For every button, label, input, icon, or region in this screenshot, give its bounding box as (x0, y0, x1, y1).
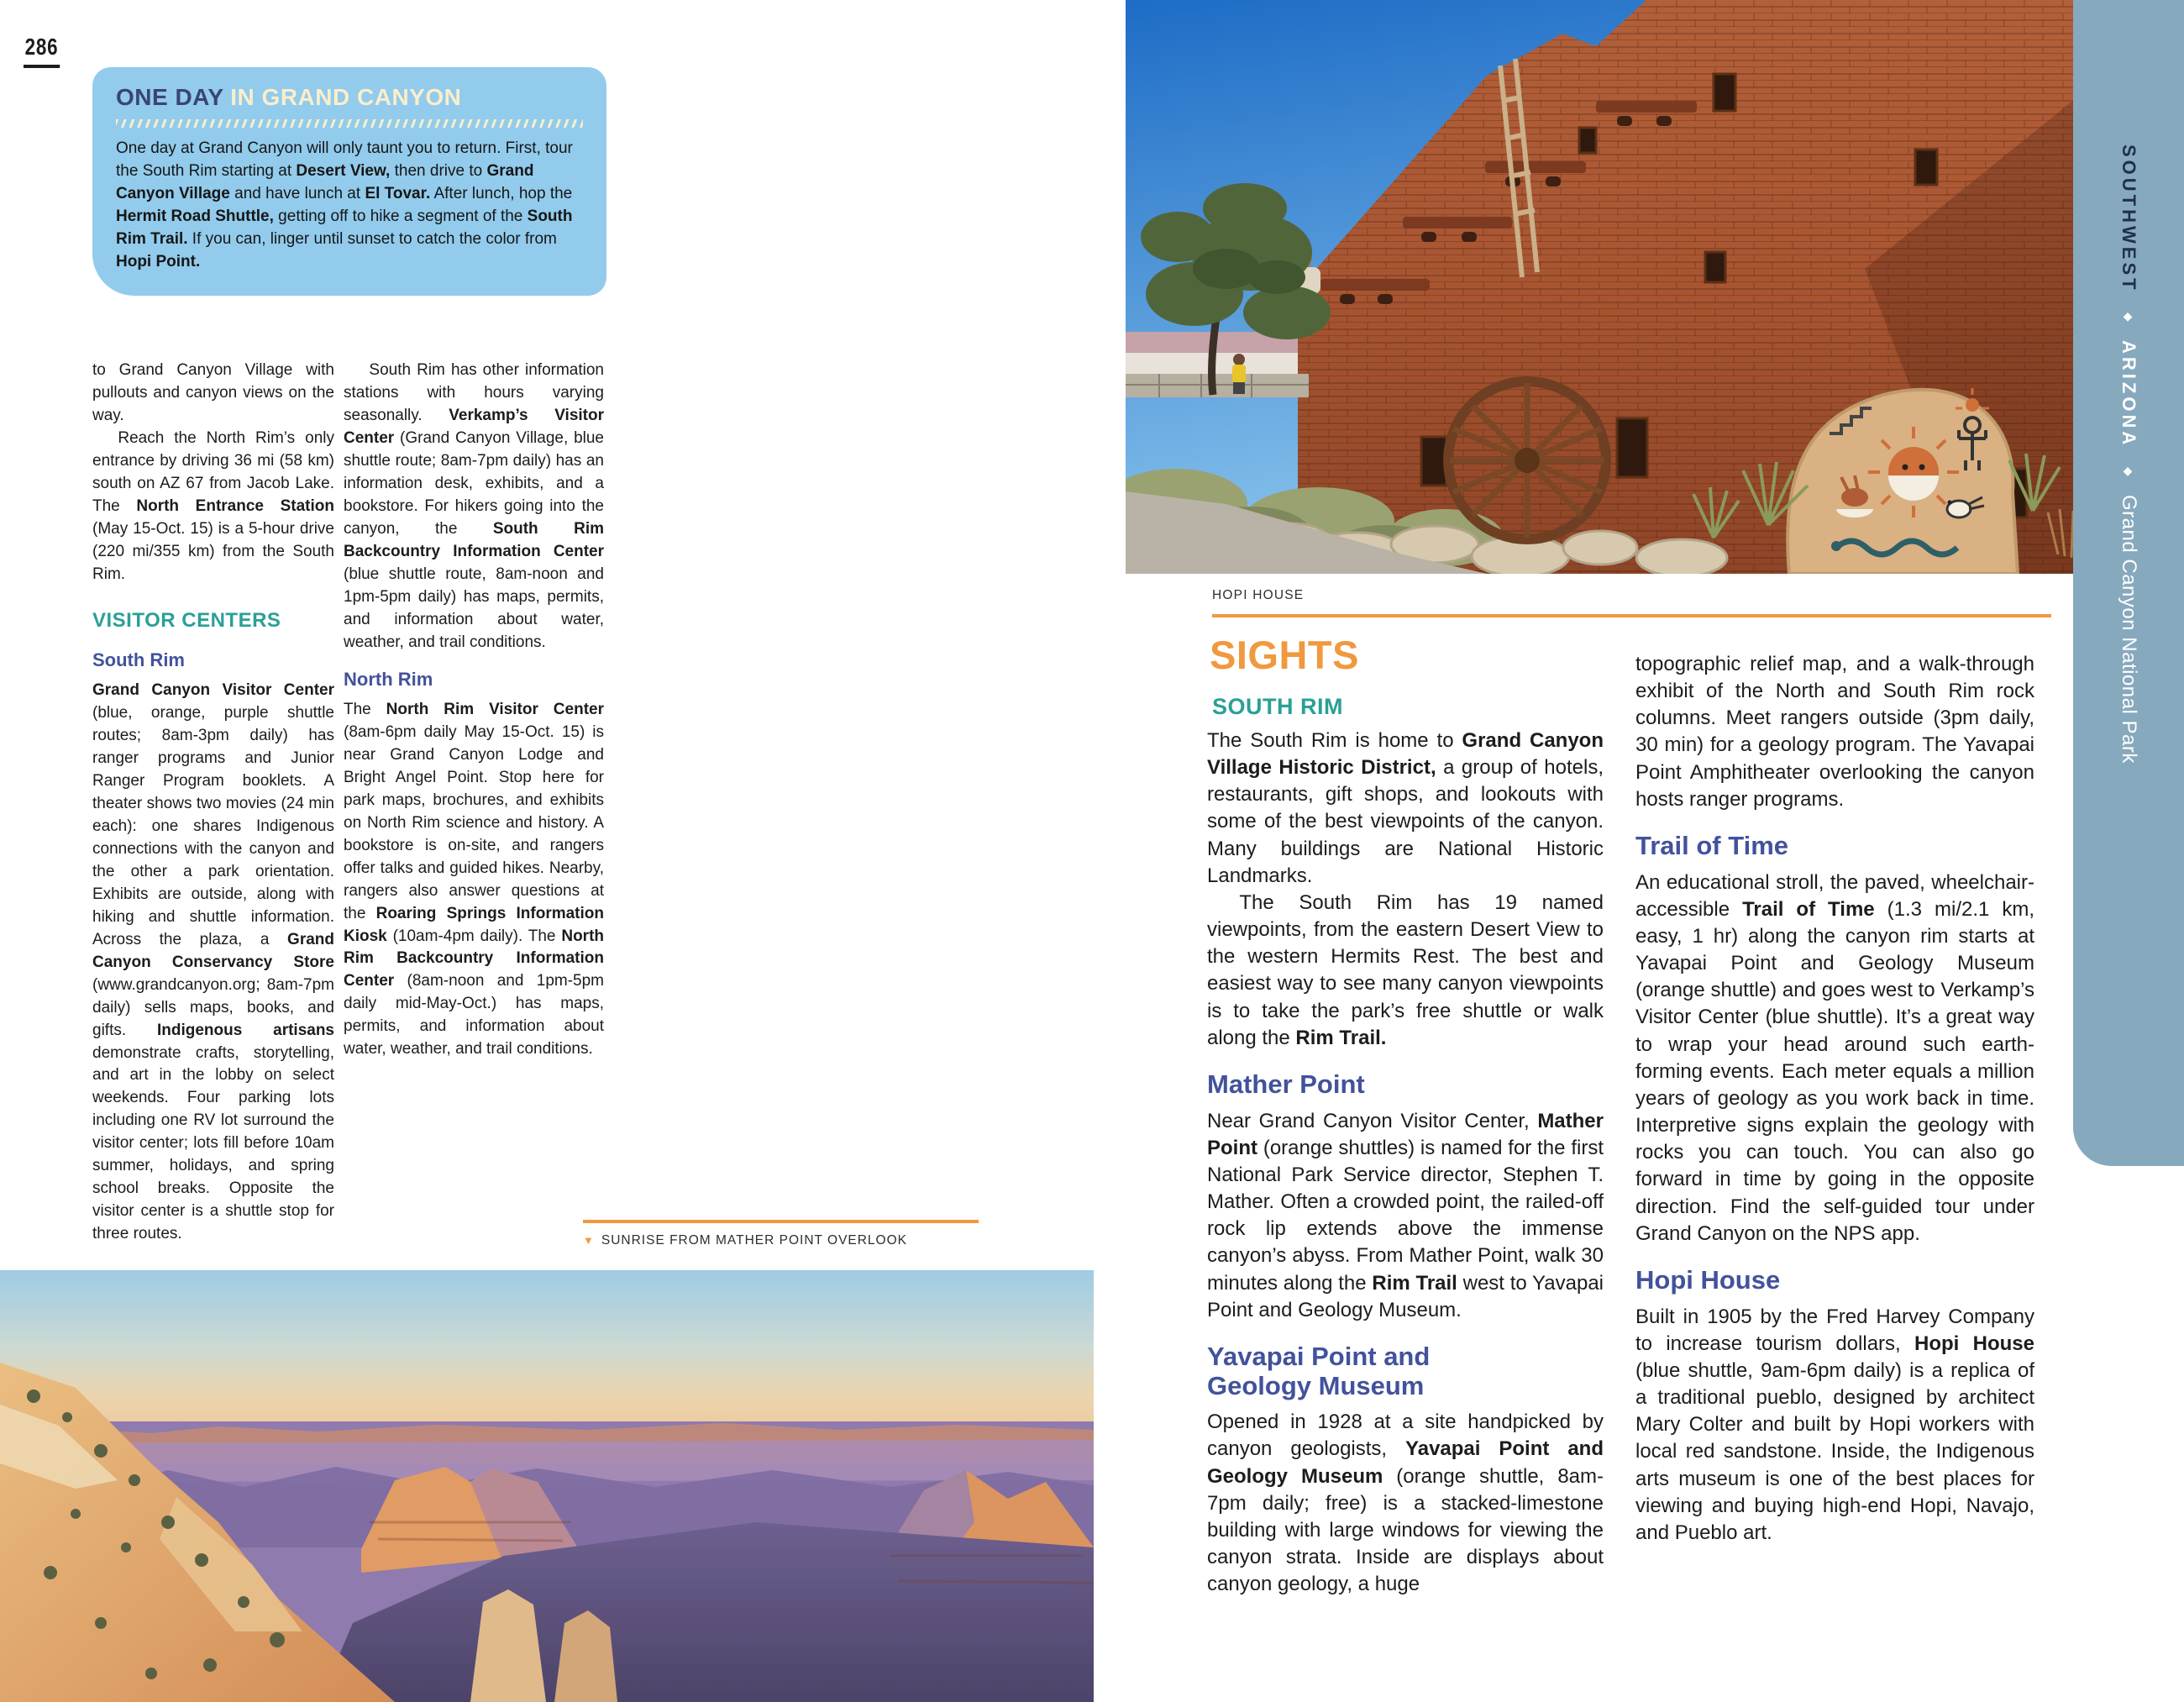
left-column-2 (344, 360, 604, 1061)
diamond-separator-icon: ◆ (2122, 464, 2135, 478)
hopi-house-photo-caption: HOPI HOUSE (1212, 588, 1305, 602)
paragraph: topographic relief map, and a walk-through exhibit of the North and South Rim rock columns. Meet rangers outside (3pm daily, 30 min) for a geology program. The Yavapai Point Amphitheater overlooking the canyon hosts ranger programs. (1635, 653, 2034, 811)
hopi-caption-rule (1212, 614, 2051, 617)
paragraph: Reach the North Rim’s only entrance by driving 36 mi (58 km) south on AZ 67 from Jacob Lake. The North Entrance Station (May 15-Oct. 15) is a 5-hour drive (220 mi/355 km) from the South Rim. (92, 428, 334, 583)
paragraph: Near Grand Canyon Visitor Center, Mather Point (orange shuttles) is named for the first National Park Service director, Stephen T. Mather. Often a crowded point, the railed-off rock lip extends above the immense canyon’s abyss. From Mather Point, walk 30 minutes along the Rim Trail west to Yavapai Point and Geology Museum. (1207, 1109, 1604, 1321)
sidebar-state-label: ARIZONA (2118, 339, 2139, 448)
callout-body: One day at Grand Canyon will only taunt you to return. First, tour the South Rim starting at Desert View, then drive to Grand Canyon Village and have lunch at El Tovar. After lunch, hop the Hermit Road Shuttle, getting off to hike a segment of the South Rim Trail. If you can, linger until sunset to catch the color from Hopi Point. (116, 139, 573, 271)
sights-section-heading: SIGHTS (1210, 633, 1359, 677)
callout-title-secondary: IN GRAND CANYON (223, 84, 462, 110)
caption-text: SUNRISE FROM MATHER POINT OVERLOOK (601, 1233, 908, 1248)
mather-point-heading: Mather Point (1207, 1069, 1365, 1099)
paragraph: Built in 1905 by the Fred Harvey Company to increase tourism dollars, Hopi House (blue shuttle, 9am-6pm daily) is a replica of a traditional pueblo, designed by architect Mary Colter and built by Hopi workers with local red sandstone. Inside, the Indigenous arts museum is one of the best places for viewing and buying high-end Hopi, Navajo, and Pueblo art. (1635, 1305, 2034, 1544)
trail-of-time-heading: Trail of Time (1635, 830, 1789, 860)
left-column-1 (92, 360, 334, 1246)
callout-title-primary: ONE DAY (116, 84, 223, 110)
yavapai-heading: Yavapai Point and Geology Museum (1207, 1341, 1431, 1400)
callout-title (116, 84, 583, 111)
paragraph: Opened in 1928 at a site handpicked by canyon geologists, Yavapai Point and Geology Museum (orange shuttle, 8am-7pm daily; free) is a stacked-limestone building with large windows for viewing the canyon strata. Inside are displays about canyon geology, a huge (1207, 1410, 1604, 1596)
one-day-callout-box (92, 67, 606, 296)
diamond-separator-icon: ◆ (2122, 309, 2135, 323)
sidebar-park-label: Grand Canyon National Park (2118, 494, 2140, 764)
caption-triangle-icon: ▼ (583, 1234, 595, 1247)
north-rim-subheading: North Rim (344, 668, 433, 690)
south-rim-subheading: South Rim (92, 649, 185, 670)
section-tab-band (2073, 0, 2184, 1166)
right-column-1 (1207, 728, 1604, 1598)
right-column-2 (1635, 651, 2034, 1547)
paragraph: South Rim has other information stations with hours varying seasonally. Verkamp’s Visitor Center (Grand Canyon Village, blue shuttle route; 8am-7pm daily) has an information desk, exhibits, and a bookstore. For hikers going into the canyon, the South Rim Backcountry Information Center (blue shuttle route, 8am-noon and 1pm-5pm daily) has maps, permits, and information about water, weather, and trail conditions. (344, 361, 604, 651)
sunrise-caption-rule (583, 1220, 979, 1223)
sunrise-canyon-illustration (0, 1270, 1094, 1702)
hopi-house-photo (1126, 0, 2083, 574)
sidebar-region-label: SOUTHWEST (2118, 144, 2139, 293)
sidebar-vertical-text (2117, 144, 2140, 764)
paragraph: An educational stroll, the paved, wheelchair-accessible Trail of Time (1.3 mi/2.1 km, easy, 1 hr) along the canyon rim starts at Yavapai Point and Geology Museum (orange shuttle) and goes west to Verkamp’s Visitor Center (blue shuttle). It’s a great way to wrap your head around such earth-forming events. Each meter equals a million years of geology as you work back in time. Interpretive signs explain the geology with rocks you can touch. You can also go forward in time by going in the opposite direction. Find the self-guided tour under Grand Canyon on the NPS app. (1635, 870, 2035, 1245)
page-number-left: 286 (24, 34, 60, 68)
paragraph: Grand Canyon Visitor Center (blue, orange, purple shuttle routes; 8am-3pm daily) has ranger programs and Junior Ranger Program booklets. A theater shows two movies (24 min each): one shares Indigenous connections with the canyon and the other a park orientation. Exhibits are outside, along with hiking and shuttle information. Across the plaza, a Grand Canyon Conservancy Store (www.grandcanyon.org; 8am-7pm daily) sells maps, books, and gifts. Indigenous artisans demonstrate crafts, storytelling, and art in the lobby on select weekends. Four parking lots including one RV lot surround the visitor center; lots fill before 10am summer, holidays, and spring school breaks. Opposite the visitor center is a shuttle stop for three routes. (92, 681, 335, 1243)
sunrise-photo-caption (583, 1233, 907, 1248)
paragraph: The North Rim Visitor Center (8am-6pm daily May 15-Oct. 15) is near Grand Canyon Lodge and Bright Angel Point. Stop here for park maps, brochures, and exhibits on North Rim science and history. A bookstore is on-site, and rangers offer talks and guided hikes. Nearby, rangers also answer questions at the Roaring Springs Information Kiosk (10am-4pm daily). The North Rim Backcountry Information Center (8am-noon and 1pm-5pm daily mid-May-Oct.) has maps, permits, and information about water, weather, and trail conditions. (344, 700, 604, 1058)
south-rim-section-subheading: SOUTH RIM (1212, 694, 1343, 719)
hopi-house-heading: Hopi House (1635, 1264, 1781, 1295)
hopi-house-illustration (1126, 0, 2083, 574)
paragraph: to Grand Canyon Village with pullouts and canyon views on the way. (92, 361, 334, 424)
wagon-wheel (1448, 381, 1606, 539)
callout-hatch-divider (116, 119, 583, 128)
paragraph: The South Rim is home to Grand Canyon Village Historic District, a group of hotels, restaurants, gift shops, and lookouts with some of the best viewpoints of the canyon. Many buildings are National Historic Landmarks. (1207, 729, 1604, 887)
sunrise-canyon-photo (0, 1270, 1094, 1702)
visitor-centers-heading: VISITOR CENTERS (92, 608, 281, 632)
paragraph: The South Rim has 19 named viewpoints, from the eastern Desert View to the western Hermits Rest. The best and easiest way to see many canyon viewpoints is to take the park’s free shuttle or walk along the Rim Trail. (1207, 890, 1604, 1049)
